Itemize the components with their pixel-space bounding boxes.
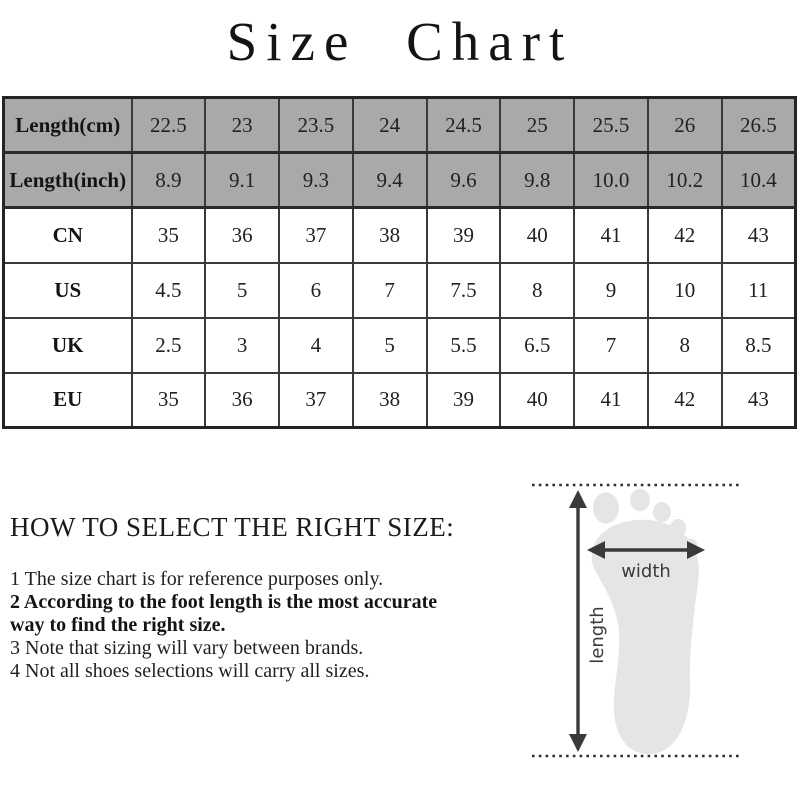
size-cell: 40 xyxy=(500,373,574,428)
tip-item-4: 4 Not all shoes selections will carry all sizes. xyxy=(10,660,370,682)
size-cell: 2.5 xyxy=(132,318,206,373)
size-cell: 9.8 xyxy=(500,153,574,208)
size-cell: 6.5 xyxy=(500,318,574,373)
size-cell: 10 xyxy=(648,263,722,318)
size-cell: 5.5 xyxy=(427,318,501,373)
row-label: UK xyxy=(4,318,132,373)
size-cell: 9.1 xyxy=(205,153,279,208)
sizing-tips xyxy=(10,568,465,683)
size-cell: 37 xyxy=(279,373,353,428)
size-cell: 35 xyxy=(132,373,206,428)
table-row-length-inch xyxy=(4,153,796,208)
width-label: width xyxy=(621,561,671,582)
foot-measurement-diagram xyxy=(525,470,787,770)
size-cell: 7 xyxy=(353,263,427,318)
table-row-cn xyxy=(4,208,796,263)
size-cell: 36 xyxy=(205,208,279,263)
size-cell: 22.5 xyxy=(132,98,206,153)
size-cell: 6 xyxy=(279,263,353,318)
size-cell: 41 xyxy=(574,208,648,263)
row-label: Length(inch) xyxy=(4,153,132,208)
size-cell: 7 xyxy=(574,318,648,373)
size-cell: 26.5 xyxy=(722,98,796,153)
size-cell: 9.6 xyxy=(427,153,501,208)
size-cell: 36 xyxy=(205,373,279,428)
size-cell: 38 xyxy=(353,208,427,263)
size-cell: 43 xyxy=(722,208,796,263)
table-row-us xyxy=(4,263,796,318)
size-cell: 25.5 xyxy=(574,98,648,153)
size-cell: 24.5 xyxy=(427,98,501,153)
size-cell: 10.4 xyxy=(722,153,796,208)
size-cell: 7.5 xyxy=(427,263,501,318)
size-cell: 11 xyxy=(722,263,796,318)
row-label: Length(cm) xyxy=(4,98,132,153)
size-cell: 10.0 xyxy=(574,153,648,208)
row-label: US xyxy=(4,263,132,318)
size-cell: 8 xyxy=(500,263,574,318)
row-label: CN xyxy=(4,208,132,263)
guide-heading: HOW TO SELECT THE RIGHT SIZE: xyxy=(10,512,455,542)
size-cell: 39 xyxy=(427,373,501,428)
size-cell: 42 xyxy=(648,208,722,263)
table-row-uk xyxy=(4,318,796,373)
page-title: Size Chart xyxy=(226,11,574,72)
size-cell: 9.3 xyxy=(279,153,353,208)
size-cell: 9 xyxy=(574,263,648,318)
size-cell: 8.5 xyxy=(722,318,796,373)
size-cell: 24 xyxy=(353,98,427,153)
size-cell: 39 xyxy=(427,208,501,263)
size-cell: 35 xyxy=(132,208,206,263)
table-row-eu xyxy=(4,373,796,428)
size-cell: 40 xyxy=(500,208,574,263)
tip-item-3: 3 Note that sizing will vary between brands. xyxy=(10,637,364,659)
row-label: EU xyxy=(4,373,132,428)
size-cell: 4.5 xyxy=(132,263,206,318)
size-cell: 5 xyxy=(205,263,279,318)
size-cell: 37 xyxy=(279,208,353,263)
size-cell: 5 xyxy=(353,318,427,373)
tip-item-2: 2 According to the foot length is the most accurate way to find the right size. xyxy=(10,591,438,636)
table-row-length-cm xyxy=(4,98,796,153)
size-conversion-table xyxy=(2,96,797,429)
size-cell: 8 xyxy=(648,318,722,373)
tip-item-1: 1 The size chart is for reference purposes only. xyxy=(10,568,384,590)
size-cell: 26 xyxy=(648,98,722,153)
size-cell: 10.2 xyxy=(648,153,722,208)
size-cell: 4 xyxy=(279,318,353,373)
length-arrow-icon xyxy=(569,490,587,752)
size-cell: 3 xyxy=(205,318,279,373)
size-cell: 23.5 xyxy=(279,98,353,153)
size-cell: 23 xyxy=(205,98,279,153)
size-cell: 43 xyxy=(722,373,796,428)
size-cell: 8.9 xyxy=(132,153,206,208)
size-cell: 9.4 xyxy=(353,153,427,208)
length-label: length xyxy=(587,606,608,664)
size-cell: 41 xyxy=(574,373,648,428)
size-cell: 25 xyxy=(500,98,574,153)
size-cell: 42 xyxy=(648,373,722,428)
size-cell: 38 xyxy=(353,373,427,428)
